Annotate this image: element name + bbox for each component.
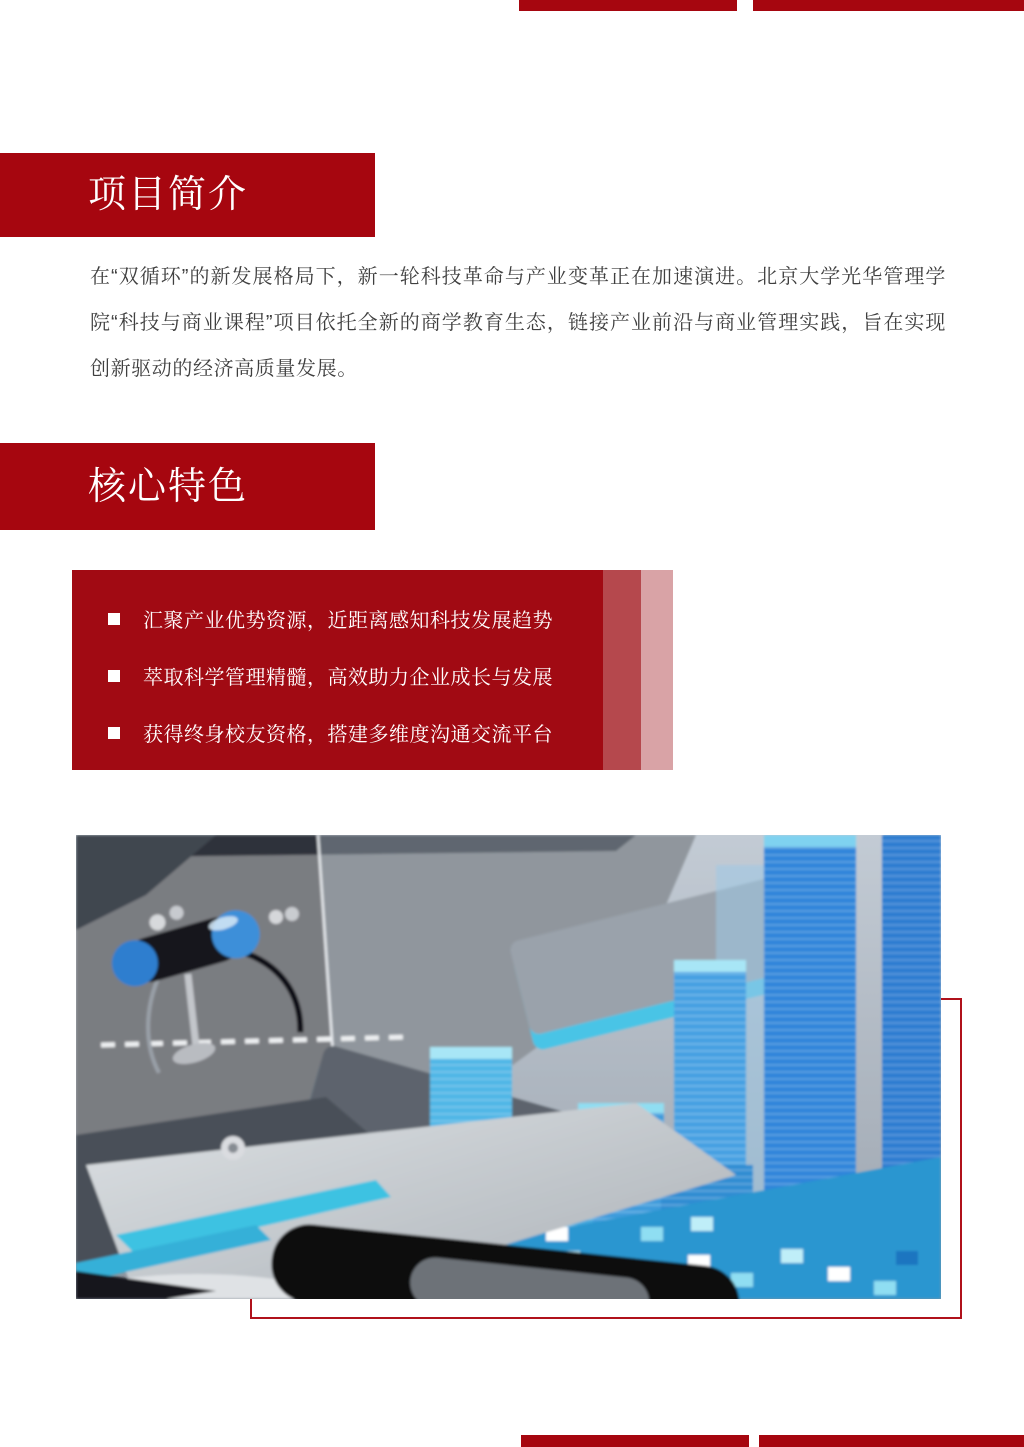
feature-item-label: 获得终身校友资格，搭建多维度沟通交流平台	[143, 724, 553, 746]
section-banner-intro	[0, 153, 375, 237]
feature-box-shadow-strip-mid	[603, 570, 641, 770]
tech-city-circuit-board-photo	[76, 835, 941, 1299]
intro-title: 项目简介	[88, 174, 249, 216]
top-accent-bar-left	[519, 0, 737, 11]
feature-item-label: 汇聚产业优势资源，近距离感知科技发展趋势	[143, 610, 553, 632]
feature-box-shadow-strip-light	[641, 570, 673, 770]
square-bullet-icon	[108, 613, 120, 625]
bottom-accent-bar-left	[521, 1435, 749, 1447]
tech-city-illustration	[76, 835, 941, 1299]
feature-item	[72, 647, 603, 704]
feature-list	[72, 590, 603, 761]
features-title: 核心特色	[88, 465, 249, 508]
top-accent-bar-right	[753, 0, 1024, 11]
intro-paragraph: 在“双循环”的新发展格局下，新一轮科技革命与产业变革正在加速演进。北京大学光华管理学院“科技与商业课程”项目依托全新的商学教育生态，链接产业前沿与商业管理实践，旨在实现创新驱动的经济高质量发展。	[90, 266, 946, 380]
feature-item	[72, 704, 603, 761]
feature-item-label: 萃取科学管理精髓，高效助力企业成长与发展	[143, 667, 553, 689]
square-bullet-icon	[108, 727, 120, 739]
feature-item	[72, 590, 603, 647]
bottom-accent-bar-right	[759, 1435, 1024, 1447]
section-banner-features	[0, 443, 375, 530]
feature-list-box	[72, 570, 603, 770]
square-bullet-icon	[108, 670, 120, 682]
